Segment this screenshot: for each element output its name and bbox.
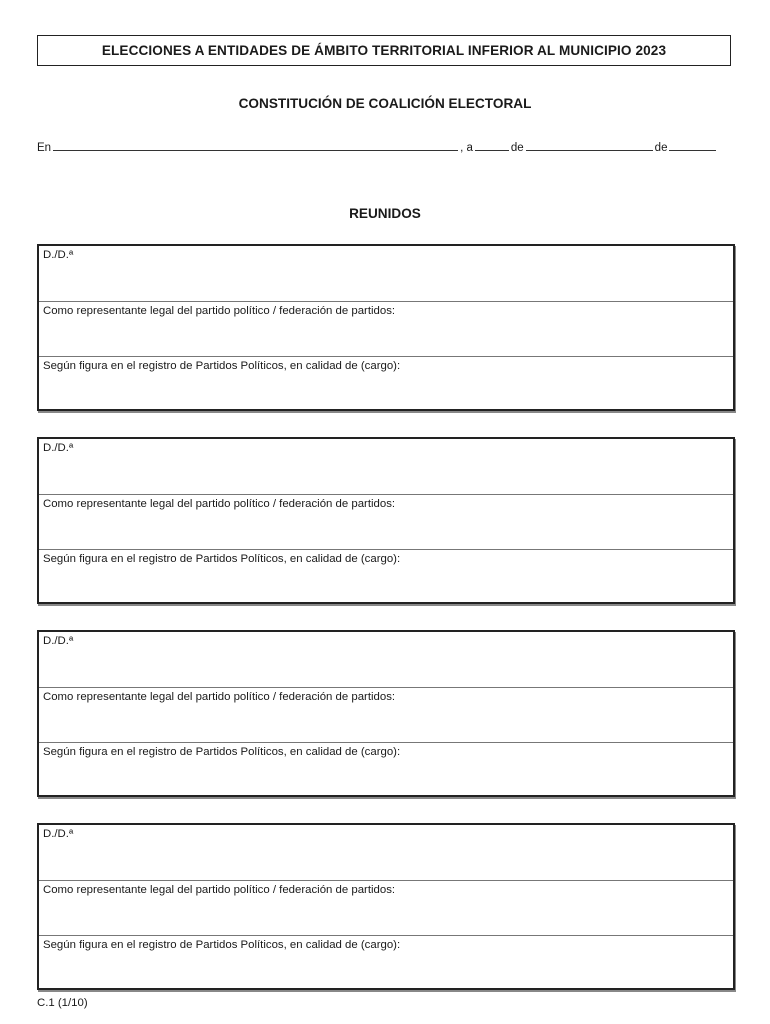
- representative-party-field[interactable]: [39, 494, 733, 549]
- day-prefix-label: , a: [460, 142, 473, 154]
- day-field[interactable]: [475, 140, 509, 151]
- representative-name-label: D./D.ª: [43, 828, 74, 840]
- representative-party-field[interactable]: [39, 687, 733, 742]
- document-title: ELECCIONES A ENTIDADES DE ÁMBITO TERRITORIAL INFERIOR AL MUNICIPIO 2023: [101, 43, 667, 58]
- year-prefix-label: de: [654, 142, 668, 154]
- reunidos-heading: REUNIDOS: [349, 206, 421, 221]
- representative-name-field[interactable]: [39, 825, 733, 880]
- representative-role-field[interactable]: [39, 549, 733, 604]
- month-prefix-label: de: [510, 142, 524, 154]
- place-date-line: [37, 140, 733, 154]
- representative-party-field[interactable]: [39, 301, 733, 356]
- representative-box-4: [37, 823, 735, 990]
- representative-role-label: Según figura en el registro de Partidos Políticos, en calidad de (cargo):: [43, 746, 401, 758]
- representative-role-field[interactable]: [39, 742, 733, 797]
- representative-role-field[interactable]: [39, 356, 733, 411]
- representative-box-1: [37, 244, 735, 411]
- representative-box-2: [37, 437, 735, 604]
- representative-name-label: D./D.ª: [43, 249, 74, 261]
- form-subtitle: CONSTITUCIÓN DE COALICIÓN ELECTORAL: [238, 96, 532, 111]
- representative-role-label: Según figura en el registro de Partidos Políticos, en calidad de (cargo):: [43, 360, 401, 372]
- representative-name-label: D./D.ª: [43, 442, 74, 454]
- representative-party-label: Como representante legal del partido político / federación de partidos:: [43, 884, 396, 896]
- month-field[interactable]: [526, 140, 653, 151]
- representative-name-field[interactable]: [39, 246, 733, 301]
- place-prefix-label: En: [37, 142, 52, 154]
- representative-name-label: D./D.ª: [43, 635, 74, 647]
- page-code: C.1 (1/10): [37, 997, 88, 1009]
- representative-party-label: Como representante legal del partido político / federación de partidos:: [43, 691, 396, 703]
- representative-name-field[interactable]: [39, 439, 733, 494]
- document-title-box: [37, 35, 731, 66]
- representative-party-label: Como representante legal del partido político / federación de partidos:: [43, 305, 396, 317]
- representative-role-field[interactable]: [39, 935, 733, 990]
- year-field[interactable]: [669, 140, 716, 151]
- place-field[interactable]: [53, 140, 458, 151]
- representative-party-field[interactable]: [39, 880, 733, 935]
- representative-name-field[interactable]: [39, 632, 733, 687]
- representative-party-label: Como representante legal del partido político / federación de partidos:: [43, 498, 396, 510]
- representative-box-3: [37, 630, 735, 797]
- representative-role-label: Según figura en el registro de Partidos Políticos, en calidad de (cargo):: [43, 553, 401, 565]
- representative-role-label: Según figura en el registro de Partidos Políticos, en calidad de (cargo):: [43, 939, 401, 951]
